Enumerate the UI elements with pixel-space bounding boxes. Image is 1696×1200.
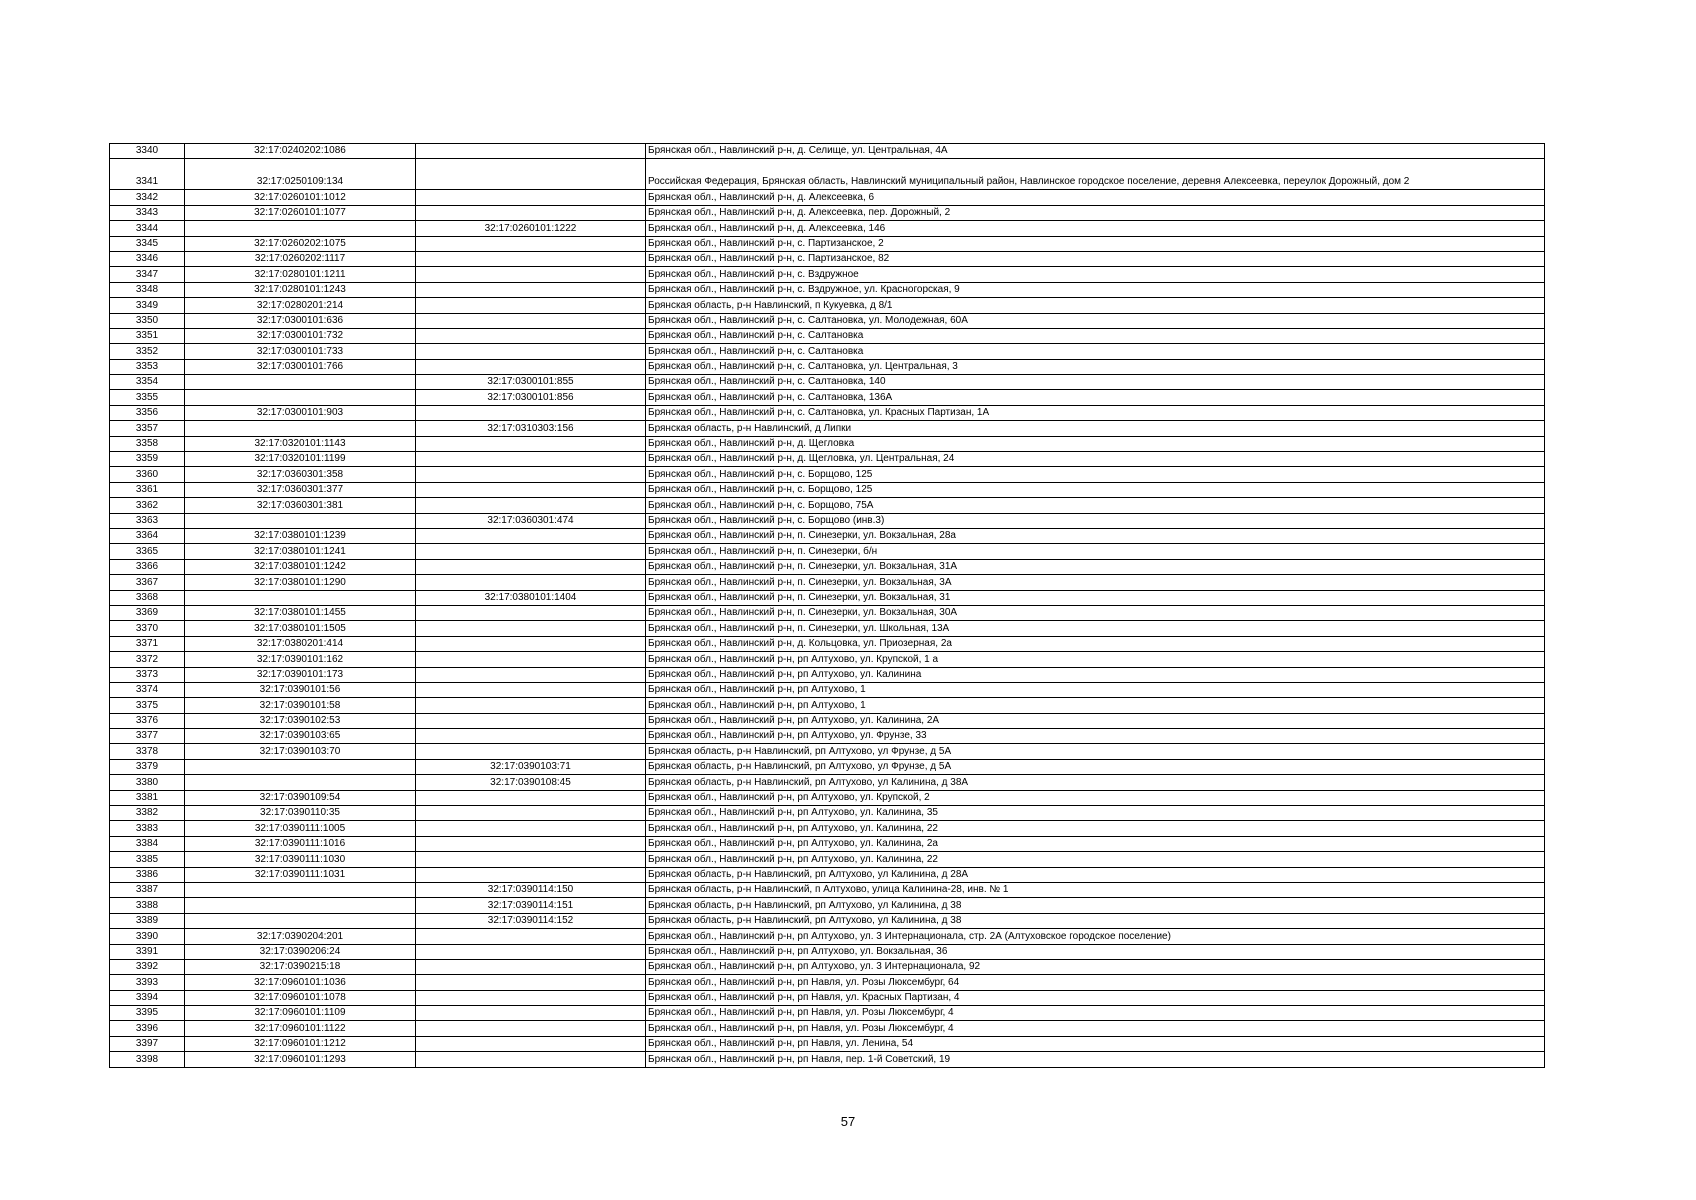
cadastral-number-cell: 32:17:0360301:381 (185, 498, 416, 513)
row-number-cell: 3364 (110, 528, 185, 543)
cadastral-number-cell: 32:17:0380101:1290 (185, 575, 416, 590)
row-number-cell: 3390 (110, 929, 185, 944)
table-row (110, 790, 1545, 805)
row-number-cell: 3383 (110, 821, 185, 836)
row-number-cell: 3342 (110, 190, 185, 205)
address-cell: Брянская обл., Навлинский р-н, с. Борщово, 125 (646, 482, 1545, 497)
linked-cadastral-number-cell (416, 806, 646, 821)
cadastral-number-cell: 32:17:0320101:1143 (185, 436, 416, 451)
cadastral-number-cell (185, 759, 416, 774)
cadastral-number-cell (185, 882, 416, 897)
row-number-cell: 3379 (110, 759, 185, 774)
address-cell: Брянская обл., Навлинский р-н, с. Партизанское, 2 (646, 236, 1545, 251)
cadastral-number-cell: 32:17:0380201:414 (185, 636, 416, 651)
table-row (110, 421, 1545, 436)
cadastral-number-cell (185, 898, 416, 913)
row-number-cell: 3376 (110, 713, 185, 728)
row-number-cell: 3354 (110, 375, 185, 390)
table-row (110, 806, 1545, 821)
table-row (110, 544, 1545, 559)
address-cell: Брянская область, р-н Навлинский, рп Алтухово, ул Калинина, д 38А (646, 775, 1545, 790)
row-number-cell: 3368 (110, 590, 185, 605)
linked-cadastral-number-cell (416, 344, 646, 359)
table-row (110, 528, 1545, 543)
linked-cadastral-number-cell (416, 559, 646, 574)
address-cell: Брянская обл., Навлинский р-н, п. Синезерки, ул. Вокзальная, 30А (646, 605, 1545, 620)
table-row (110, 344, 1545, 359)
linked-cadastral-number-cell (416, 713, 646, 728)
linked-cadastral-number-cell (416, 990, 646, 1005)
table-row (110, 205, 1545, 220)
row-number-cell: 3378 (110, 744, 185, 759)
linked-cadastral-number-cell (416, 1021, 646, 1036)
table-row (110, 575, 1545, 590)
cadastral-number-cell: 32:17:0960101:1293 (185, 1052, 416, 1067)
row-number-cell: 3367 (110, 575, 185, 590)
cadastral-number-cell: 32:17:0300101:732 (185, 328, 416, 343)
cadastral-number-cell: 32:17:0380101:1239 (185, 528, 416, 543)
address-cell: Брянская обл., Навлинский р-н, рп Алтухово, ул. Вокзальная, 36 (646, 944, 1545, 959)
address-cell: Брянская обл., Навлинский р-н, д. Щегловка, ул. Центральная, 24 (646, 452, 1545, 467)
address-cell: Брянская обл., Навлинский р-н, рп Алтухово, ул. Калинина (646, 667, 1545, 682)
linked-cadastral-number-cell: 32:17:0390114:152 (416, 913, 646, 928)
row-number-cell: 3347 (110, 267, 185, 282)
cadastral-number-cell: 32:17:0960101:1109 (185, 1006, 416, 1021)
address-cell: Брянская обл., Навлинский р-н, п. Синезерки, ул. Вокзальная, 31 (646, 590, 1545, 605)
row-number-cell: 3396 (110, 1021, 185, 1036)
address-cell: Брянская обл., Навлинский р-н, с. Салтановка (646, 328, 1545, 343)
cadastral-number-cell: 32:17:0390206:24 (185, 944, 416, 959)
linked-cadastral-number-cell (416, 205, 646, 220)
cadastral-number-cell: 32:17:0260202:1075 (185, 236, 416, 251)
table-row (110, 713, 1545, 728)
address-cell: Брянская обл., Навлинский р-н, рп Алтухово, ул. 3 Интернационала, стр. 2А (Алтуховское городское поселение) (646, 929, 1545, 944)
table-row (110, 621, 1545, 636)
address-cell: Брянская обл., Навлинский р-н, с. Салтановка, ул. Красных Партизан, 1А (646, 405, 1545, 420)
table-row (110, 405, 1545, 420)
cadastral-number-cell: 32:17:0390109:54 (185, 790, 416, 805)
linked-cadastral-number-cell (416, 544, 646, 559)
cadastral-number-cell (185, 221, 416, 236)
linked-cadastral-number-cell (416, 729, 646, 744)
address-cell: Брянская обл., Навлинский р-н, с. Борщово (инв.3) (646, 513, 1545, 528)
linked-cadastral-number-cell: 32:17:0310303:156 (416, 421, 646, 436)
table-row (110, 1006, 1545, 1021)
table-row (110, 467, 1545, 482)
address-cell: Брянская обл., Навлинский р-н, рп Алтухово, ул. Фрунзе, 33 (646, 729, 1545, 744)
address-cell: Брянская обл., Навлинский р-н, с. Вздружное (646, 267, 1545, 282)
row-number-cell: 3353 (110, 359, 185, 374)
row-number-cell: 3397 (110, 1036, 185, 1051)
address-cell: Брянская обл., Навлинский р-н, рп Алтухово, ул. Калинина, 2а (646, 836, 1545, 851)
table-row (110, 667, 1545, 682)
address-cell: Брянская обл., Навлинский р-н, рп Алтухово, ул. Калинина, 2А (646, 713, 1545, 728)
table-row (110, 559, 1545, 574)
cadastral-number-cell: 32:17:0380101:1505 (185, 621, 416, 636)
linked-cadastral-number-cell (416, 605, 646, 620)
table-row (110, 590, 1545, 605)
table-row (110, 959, 1545, 974)
linked-cadastral-number-cell: 32:17:0300101:856 (416, 390, 646, 405)
address-cell: Брянская обл., Навлинский р-н, рп Алтухово, ул. Калинина, 22 (646, 821, 1545, 836)
row-number-cell: 3398 (110, 1052, 185, 1067)
address-cell: Брянская обл., Навлинский р-н, с. Партизанское, 82 (646, 251, 1545, 266)
linked-cadastral-number-cell (416, 190, 646, 205)
linked-cadastral-number-cell (416, 667, 646, 682)
address-cell: Брянская обл., Навлинский р-н, с. Салтановка, 140 (646, 375, 1545, 390)
linked-cadastral-number-cell (416, 959, 646, 974)
table-row (110, 698, 1545, 713)
address-cell: Брянская обл., Навлинский р-н, п. Синезерки, б/н (646, 544, 1545, 559)
cadastral-number-cell (185, 775, 416, 790)
address-cell: Брянская обл., Навлинский р-н, рп Алтухово, ул. Крупской, 1 а (646, 652, 1545, 667)
cadastral-number-cell: 32:17:0360301:358 (185, 467, 416, 482)
linked-cadastral-number-cell (416, 1052, 646, 1067)
address-cell: Брянская область, р-н Навлинский, рп Алтухово, ул Калинина, д 38 (646, 898, 1545, 913)
linked-cadastral-number-cell (416, 405, 646, 420)
table-row (110, 159, 1545, 190)
linked-cadastral-number-cell (416, 836, 646, 851)
address-cell: Брянская область, р-н Навлинский, д Липки (646, 421, 1545, 436)
address-cell: Брянская обл., Навлинский р-н, с. Вздружное, ул. Красногорская, 9 (646, 282, 1545, 297)
table-row (110, 221, 1545, 236)
linked-cadastral-number-cell (416, 944, 646, 959)
linked-cadastral-number-cell (416, 790, 646, 805)
address-cell: Брянская обл., Навлинский р-н, рп Навля, ул. Красных Партизан, 4 (646, 990, 1545, 1005)
row-number-cell: 3341 (110, 159, 185, 190)
cadastral-number-cell: 32:17:0390204:201 (185, 929, 416, 944)
row-number-cell: 3352 (110, 344, 185, 359)
linked-cadastral-number-cell: 32:17:0300101:855 (416, 375, 646, 390)
row-number-cell: 3349 (110, 298, 185, 313)
linked-cadastral-number-cell (416, 528, 646, 543)
table-row (110, 975, 1545, 990)
row-number-cell: 3380 (110, 775, 185, 790)
row-number-cell: 3387 (110, 882, 185, 897)
row-number-cell: 3389 (110, 913, 185, 928)
linked-cadastral-number-cell (416, 1006, 646, 1021)
registry-table (109, 143, 1545, 1068)
table-row (110, 359, 1545, 374)
row-number-cell: 3343 (110, 205, 185, 220)
address-cell: Брянская область, р-н Навлинский, п Алтухово, улица Калинина-28, инв. № 1 (646, 882, 1545, 897)
linked-cadastral-number-cell (416, 436, 646, 451)
address-cell: Брянская обл., Навлинский р-н, рп Алтухово, 1 (646, 698, 1545, 713)
table-row (110, 944, 1545, 959)
row-number-cell: 3361 (110, 482, 185, 497)
cadastral-number-cell: 32:17:0390110:35 (185, 806, 416, 821)
linked-cadastral-number-cell (416, 482, 646, 497)
row-number-cell: 3385 (110, 852, 185, 867)
cadastral-number-cell: 32:17:0300101:766 (185, 359, 416, 374)
address-cell: Брянская обл., Навлинский р-н, д. Алексеевка, 146 (646, 221, 1545, 236)
address-cell: Брянская обл., Навлинский р-н, с. Салтановка, ул. Молодежная, 60А (646, 313, 1545, 328)
page-number: 57 (840, 1114, 856, 1129)
address-cell: Брянская обл., Навлинский р-н, п. Синезерки, ул. Вокзальная, 3А (646, 575, 1545, 590)
linked-cadastral-number-cell: 32:17:0260101:1222 (416, 221, 646, 236)
linked-cadastral-number-cell: 32:17:0390114:151 (416, 898, 646, 913)
row-number-cell: 3359 (110, 452, 185, 467)
table-row (110, 1021, 1545, 1036)
linked-cadastral-number-cell (416, 1036, 646, 1051)
linked-cadastral-number-cell (416, 682, 646, 697)
address-cell: Брянская обл., Навлинский р-н, с. Борщово, 125 (646, 467, 1545, 482)
cadastral-number-cell (185, 421, 416, 436)
address-cell: Брянская область, р-н Навлинский, рп Алтухово, ул Калинина, д 38 (646, 913, 1545, 928)
address-cell: Брянская обл., Навлинский р-н, д. Щегловка (646, 436, 1545, 451)
table-row (110, 990, 1545, 1005)
address-cell: Брянская обл., Навлинский р-н, п. Синезерки, ул. Вокзальная, 28а (646, 528, 1545, 543)
row-number-cell: 3381 (110, 790, 185, 805)
row-number-cell: 3345 (110, 236, 185, 251)
row-number-cell: 3382 (110, 806, 185, 821)
linked-cadastral-number-cell: 32:17:0390114:150 (416, 882, 646, 897)
address-cell: Брянская обл., Навлинский р-н, с. Салтановка, ул. Центральная, 3 (646, 359, 1545, 374)
table-row (110, 682, 1545, 697)
row-number-cell: 3340 (110, 144, 185, 159)
cadastral-number-cell: 32:17:0390111:1005 (185, 821, 416, 836)
table-row (110, 867, 1545, 882)
linked-cadastral-number-cell (416, 267, 646, 282)
address-cell: Брянская обл., Навлинский р-н, с. Салтановка (646, 344, 1545, 359)
linked-cadastral-number-cell (416, 359, 646, 374)
address-cell: Брянская обл., Навлинский р-н, с. Салтановка, 136А (646, 390, 1545, 405)
linked-cadastral-number-cell (416, 452, 646, 467)
table-row (110, 729, 1545, 744)
address-cell: Брянская обл., Навлинский р-н, рп Алтухово, ул. 3 Интернационала, 92 (646, 959, 1545, 974)
row-number-cell: 3374 (110, 682, 185, 697)
row-number-cell: 3351 (110, 328, 185, 343)
table-row (110, 190, 1545, 205)
row-number-cell: 3373 (110, 667, 185, 682)
cadastral-number-cell: 32:17:0390101:58 (185, 698, 416, 713)
table-row (110, 775, 1545, 790)
address-cell: Российская Федерация, Брянская область, Навлинский муниципальный район, Навлинское городское поселение, деревня Алексеевка, переулок Дорожный, дом 2 (646, 159, 1545, 190)
linked-cadastral-number-cell (416, 621, 646, 636)
table-row (110, 852, 1545, 867)
row-number-cell: 3392 (110, 959, 185, 974)
table-row (110, 913, 1545, 928)
linked-cadastral-number-cell (416, 975, 646, 990)
cadastral-number-cell: 32:17:0300101:733 (185, 344, 416, 359)
row-number-cell: 3369 (110, 605, 185, 620)
cadastral-number-cell: 32:17:0300101:903 (185, 405, 416, 420)
table-row (110, 759, 1545, 774)
row-number-cell: 3366 (110, 559, 185, 574)
address-cell: Брянская обл., Навлинский р-н, п. Синезерки, ул. Вокзальная, 31А (646, 559, 1545, 574)
table-row (110, 898, 1545, 913)
address-cell: Брянская обл., Навлинский р-н, п. Синезерки, ул. Школьная, 13А (646, 621, 1545, 636)
address-cell: Брянская обл., Навлинский р-н, рп Навля, ул. Розы Люксембург, 4 (646, 1021, 1545, 1036)
cadastral-number-cell: 32:17:0260202:1117 (185, 251, 416, 266)
address-cell: Брянская обл., Навлинский р-н, рп Навля, пер. 1-й Советский, 19 (646, 1052, 1545, 1067)
address-cell: Брянская обл., Навлинский р-н, д. Алексеевка, пер. Дорожный, 2 (646, 205, 1545, 220)
cadastral-number-cell: 32:17:0380101:1455 (185, 605, 416, 620)
cadastral-number-cell: 32:17:0360301:377 (185, 482, 416, 497)
linked-cadastral-number-cell (416, 867, 646, 882)
table-row (110, 1052, 1545, 1067)
cadastral-number-cell: 32:17:0960101:1078 (185, 990, 416, 1005)
cadastral-number-cell: 32:17:0260101:1077 (185, 205, 416, 220)
linked-cadastral-number-cell (416, 251, 646, 266)
table-row (110, 929, 1545, 944)
row-number-cell: 3375 (110, 698, 185, 713)
cadastral-number-cell: 32:17:0280201:214 (185, 298, 416, 313)
table-row (110, 236, 1545, 251)
linked-cadastral-number-cell (416, 159, 646, 190)
linked-cadastral-number-cell (416, 744, 646, 759)
cadastral-number-cell (185, 390, 416, 405)
table-row (110, 328, 1545, 343)
cadastral-number-cell: 32:17:0390102:53 (185, 713, 416, 728)
table-row (110, 636, 1545, 651)
table-row (110, 836, 1545, 851)
address-cell: Брянская обл., Навлинский р-н, рп Алтухово, ул. Калинина, 22 (646, 852, 1545, 867)
table-row (110, 1036, 1545, 1051)
row-number-cell: 3358 (110, 436, 185, 451)
address-cell: Брянская обл., Навлинский р-н, рп Алтухово, ул. Калинина, 35 (646, 806, 1545, 821)
row-number-cell: 3357 (110, 421, 185, 436)
linked-cadastral-number-cell (416, 929, 646, 944)
table-row (110, 452, 1545, 467)
table-row (110, 375, 1545, 390)
address-cell: Брянская обл., Навлинский р-н, д. Селище, ул. Центральная, 4А (646, 144, 1545, 159)
row-number-cell: 3388 (110, 898, 185, 913)
table-row (110, 436, 1545, 451)
linked-cadastral-number-cell (416, 821, 646, 836)
row-number-cell: 3350 (110, 313, 185, 328)
cadastral-number-cell: 32:17:0390215:18 (185, 959, 416, 974)
row-number-cell: 3371 (110, 636, 185, 651)
cadastral-number-cell: 32:17:0250109:134 (185, 159, 416, 190)
cadastral-number-cell: 32:17:0390101:162 (185, 652, 416, 667)
cadastral-number-cell: 32:17:0260101:1012 (185, 190, 416, 205)
cadastral-number-cell: 32:17:0960101:1122 (185, 1021, 416, 1036)
row-number-cell: 3384 (110, 836, 185, 851)
cadastral-number-cell: 32:17:0320101:1199 (185, 452, 416, 467)
table-row (110, 313, 1545, 328)
cadastral-number-cell: 32:17:0960101:1212 (185, 1036, 416, 1051)
cadastral-number-cell: 32:17:0240202:1086 (185, 144, 416, 159)
linked-cadastral-number-cell (416, 652, 646, 667)
row-number-cell: 3377 (110, 729, 185, 744)
table-row (110, 251, 1545, 266)
linked-cadastral-number-cell (416, 313, 646, 328)
cadastral-number-cell (185, 913, 416, 928)
row-number-cell: 3395 (110, 1006, 185, 1021)
address-cell: Брянская обл., Навлинский р-н, рп Навля, ул. Розы Люксембург, 4 (646, 1006, 1545, 1021)
table-row (110, 282, 1545, 297)
cadastral-number-cell: 32:17:0390101:173 (185, 667, 416, 682)
cadastral-number-cell: 32:17:0390111:1030 (185, 852, 416, 867)
table-row (110, 821, 1545, 836)
address-cell: Брянская обл., Навлинский р-н, д. Кольцовка, ул. Приозерная, 2а (646, 636, 1545, 651)
cadastral-number-cell: 32:17:0390101:56 (185, 682, 416, 697)
table-row (110, 298, 1545, 313)
row-number-cell: 3372 (110, 652, 185, 667)
cadastral-number-cell: 32:17:0960101:1036 (185, 975, 416, 990)
table-row (110, 482, 1545, 497)
linked-cadastral-number-cell (416, 282, 646, 297)
table-row (110, 513, 1545, 528)
table-row (110, 652, 1545, 667)
address-cell: Брянская обл., Навлинский р-н, рп Навля, ул. Розы Люксембург, 64 (646, 975, 1545, 990)
row-number-cell: 3362 (110, 498, 185, 513)
row-number-cell: 3344 (110, 221, 185, 236)
address-cell: Брянская область, р-н Навлинский, рп Алтухово, ул Фрунзе, д 5А (646, 759, 1545, 774)
table-row (110, 498, 1545, 513)
linked-cadastral-number-cell (416, 852, 646, 867)
cadastral-number-cell: 32:17:0390111:1031 (185, 867, 416, 882)
address-cell: Брянская обл., Навлинский р-н, рп Навля, ул. Ленина, 54 (646, 1036, 1545, 1051)
row-number-cell: 3355 (110, 390, 185, 405)
linked-cadastral-number-cell (416, 498, 646, 513)
row-number-cell: 3370 (110, 621, 185, 636)
cadastral-number-cell: 32:17:0280101:1211 (185, 267, 416, 282)
address-cell: Брянская область, р-н Навлинский, рп Алтухово, ул Калинина, д 28А (646, 867, 1545, 882)
row-number-cell: 3348 (110, 282, 185, 297)
row-number-cell: 3391 (110, 944, 185, 959)
address-cell: Брянская обл., Навлинский р-н, рп Алтухово, 1 (646, 682, 1545, 697)
address-cell: Брянская обл., Навлинский р-н, с. Борщово, 75А (646, 498, 1545, 513)
row-number-cell: 3360 (110, 467, 185, 482)
registry-table-body (110, 144, 1545, 1068)
linked-cadastral-number-cell (416, 636, 646, 651)
table-row (110, 605, 1545, 620)
cadastral-number-cell (185, 375, 416, 390)
address-cell: Брянская обл., Навлинский р-н, д. Алексеевка, 6 (646, 190, 1545, 205)
table-row (110, 267, 1545, 282)
linked-cadastral-number-cell (416, 328, 646, 343)
linked-cadastral-number-cell (416, 236, 646, 251)
row-number-cell: 3393 (110, 975, 185, 990)
table-row (110, 882, 1545, 897)
linked-cadastral-number-cell (416, 575, 646, 590)
address-cell: Брянская обл., Навлинский р-н, рп Алтухово, ул. Крупской, 2 (646, 790, 1545, 805)
cadastral-number-cell: 32:17:0390103:65 (185, 729, 416, 744)
linked-cadastral-number-cell: 32:17:0380101:1404 (416, 590, 646, 605)
cadastral-number-cell (185, 590, 416, 605)
cadastral-number-cell: 32:17:0280101:1243 (185, 282, 416, 297)
row-number-cell: 3346 (110, 251, 185, 266)
linked-cadastral-number-cell: 32:17:0390108:45 (416, 775, 646, 790)
cadastral-number-cell: 32:17:0300101:636 (185, 313, 416, 328)
linked-cadastral-number-cell (416, 298, 646, 313)
row-number-cell: 3365 (110, 544, 185, 559)
row-number-cell: 3386 (110, 867, 185, 882)
cadastral-number-cell (185, 513, 416, 528)
cadastral-number-cell: 32:17:0390111:1016 (185, 836, 416, 851)
cadastral-number-cell: 32:17:0380101:1241 (185, 544, 416, 559)
row-number-cell: 3356 (110, 405, 185, 420)
row-number-cell: 3363 (110, 513, 185, 528)
linked-cadastral-number-cell: 32:17:0360301:474 (416, 513, 646, 528)
cadastral-number-cell: 32:17:0390103:70 (185, 744, 416, 759)
table-row (110, 144, 1545, 159)
linked-cadastral-number-cell (416, 698, 646, 713)
linked-cadastral-number-cell (416, 467, 646, 482)
table-row (110, 390, 1545, 405)
table-row (110, 744, 1545, 759)
address-cell: Брянская область, р-н Навлинский, п Кукуевка, д 8/1 (646, 298, 1545, 313)
cadastral-number-cell: 32:17:0380101:1242 (185, 559, 416, 574)
row-number-cell: 3394 (110, 990, 185, 1005)
address-cell: Брянская область, р-н Навлинский, рп Алтухово, ул Фрунзе, д 5А (646, 744, 1545, 759)
linked-cadastral-number-cell (416, 144, 646, 159)
linked-cadastral-number-cell: 32:17:0390103:71 (416, 759, 646, 774)
